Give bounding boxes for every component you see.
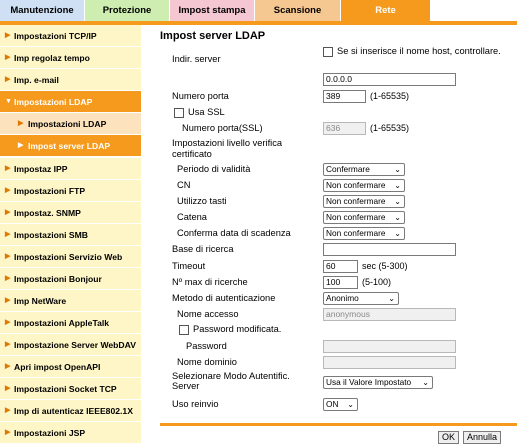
cert-validity-select[interactable]: Confermare ⌄ — [323, 163, 405, 176]
arrow-right-icon: ▶ — [5, 319, 11, 326]
sidebar-item-ftp[interactable]: ▶ Impostazioni FTP — [0, 180, 141, 202]
arrow-right-icon: ▶ — [5, 187, 11, 194]
use-ssl-checkbox[interactable] — [174, 108, 184, 118]
max-results-unit: (5-100) — [362, 277, 392, 287]
server-auth-mode-select[interactable]: Usa il Valore Impostato ⌄ — [323, 376, 433, 389]
referral-label: Uso reinvio — [172, 399, 219, 409]
cert-expiry-select[interactable]: Non confermare ⌄ — [323, 227, 405, 240]
search-base-label: Base di ricerca — [172, 244, 234, 254]
sidebar-item-openapi[interactable]: ▶ Apri impost OpenAPI — [0, 356, 141, 378]
server-address-label: Indir. server — [172, 54, 221, 64]
arrow-right-icon: ▶ — [5, 407, 11, 414]
login-name-input[interactable]: anonymous — [323, 308, 456, 321]
arrow-right-icon: ▶ — [5, 165, 11, 172]
sidebar-item-time[interactable]: ▶ Imp regolaz tempo — [0, 47, 141, 69]
cert-level-label: Impostazioni livello verifica certificato — [172, 138, 283, 159]
page-title: Impost server LDAP — [160, 30, 266, 42]
arrow-right-icon: ▶ — [18, 142, 24, 149]
sidebar-item-ldap[interactable]: ▼ Impostazioni LDAP — [0, 91, 141, 113]
search-base-input[interactable] — [323, 243, 456, 256]
chevron-down-icon: ⌄ — [388, 294, 395, 303]
arrow-down-icon: ▼ — [5, 98, 12, 105]
arrow-right-icon: ▶ — [5, 32, 11, 39]
ssl-port-input[interactable]: 636 — [323, 122, 366, 135]
sidebar-item-appletalk[interactable]: ▶ Impostazioni AppleTalk — [0, 312, 141, 334]
chevron-down-icon: ⌄ — [394, 165, 401, 174]
sidebar-item-ieee8021x[interactable]: ▶ Imp di autenticaz IEEE802.1X — [0, 400, 141, 422]
password-changed-label: Password modificata. — [193, 324, 282, 334]
sidebar-item-bonjour[interactable]: ▶ Impostazioni Bonjour — [0, 268, 141, 290]
max-results-label: Nº max di ricerche — [172, 277, 248, 287]
timeout-unit: sec (5-300) — [362, 261, 408, 271]
sidebar-item-netware[interactable]: ▶ Imp NetWare — [0, 290, 141, 312]
server-auth-mode-label: Selezionare Modo Autentific. Server — [172, 371, 290, 391]
arrow-right-icon: ▶ — [5, 341, 11, 348]
sidebar-item-smb[interactable]: ▶ Impostazioni SMB — [0, 224, 141, 246]
cert-cn-select[interactable]: Non confermare ⌄ — [323, 179, 405, 192]
arrow-right-icon: ▶ — [5, 429, 11, 436]
tab-network[interactable]: Rete — [341, 0, 431, 21]
chevron-down-icon: ⌄ — [347, 400, 354, 409]
chevron-down-icon: ⌄ — [394, 213, 401, 222]
sidebar-subitem-ldap-server[interactable]: ▶ Impost server LDAP — [0, 135, 141, 157]
arrow-right-icon: ▶ — [5, 253, 11, 260]
hostname-check-label: Se si inserisce il nome host, controllare. — [337, 46, 501, 56]
auth-method-select[interactable]: Anonimo ⌄ — [323, 292, 399, 305]
sidebar-subitem-ldap-settings[interactable]: ▶ Impostazioni LDAP — [0, 113, 141, 135]
cert-chain-label: Catena — [177, 212, 207, 222]
arrow-right-icon: ▶ — [5, 275, 11, 282]
use-ssl-label: Usa SSL — [188, 107, 225, 117]
arrow-right-icon: ▶ — [5, 54, 11, 61]
sidebar — [0, 25, 141, 444]
ok-button[interactable]: OK — [438, 431, 459, 444]
cert-cn-label: CN — [177, 180, 191, 190]
server-address-input[interactable]: 0.0.0.0 — [323, 73, 456, 86]
password-label: Password — [186, 341, 227, 351]
cert-key-usage-select[interactable]: Non confermare ⌄ — [323, 195, 405, 208]
password-input[interactable] — [323, 340, 456, 353]
timeout-label: Timeout — [172, 261, 206, 271]
sidebar-item-socket-tcp[interactable]: ▶ Impostazioni Socket TCP — [0, 378, 141, 400]
cert-key-usage-label: Utilizzo tasti — [177, 196, 227, 206]
referral-select[interactable]: ON ⌄ — [323, 398, 358, 411]
chevron-down-icon: ⌄ — [394, 229, 401, 238]
cert-validity-label: Periodo di validità — [177, 164, 251, 174]
max-results-input[interactable]: 100 — [323, 276, 358, 289]
cert-chain-select[interactable]: Non confermare ⌄ — [323, 211, 405, 224]
chevron-down-icon: ⌄ — [422, 378, 429, 387]
hostname-checkbox[interactable] — [323, 47, 333, 57]
chevron-down-icon: ⌄ — [394, 181, 401, 190]
sidebar-item-snmp[interactable]: ▶ Impostaz. SNMP — [0, 202, 141, 224]
sidebar-item-tcpip[interactable]: ▶ Impostazioni TCP/IP — [0, 25, 141, 47]
ssl-port-label: Numero porta(SSL) — [182, 123, 263, 133]
arrow-right-icon: ▶ — [5, 209, 11, 216]
arrow-right-icon: ▶ — [5, 363, 11, 370]
arrow-right-icon: ▶ — [5, 231, 11, 238]
sidebar-item-webdav[interactable]: ▶ Impostazione Server WebDAV — [0, 334, 141, 356]
port-label: Numero porta — [172, 91, 229, 101]
arrow-right-icon: ▶ — [5, 385, 11, 392]
login-name-label: Nome accesso — [177, 309, 239, 319]
timeout-input[interactable]: 60 — [323, 260, 358, 273]
domain-name-input[interactable] — [323, 356, 456, 369]
tab-scan[interactable]: Scansione — [255, 0, 341, 21]
cert-expiry-label: Conferma data di scadenza — [177, 228, 291, 238]
tab-maintenance[interactable]: Manutenzione — [0, 0, 85, 21]
domain-name-label: Nome dominio — [177, 357, 237, 367]
sidebar-item-email[interactable]: ▶ Imp. e-mail — [0, 69, 141, 91]
cancel-button[interactable]: Annulla — [463, 431, 501, 444]
bottom-divider — [160, 423, 517, 426]
auth-method-label: Metodo di autenticazione — [172, 293, 276, 303]
port-input[interactable]: 389 — [323, 90, 366, 103]
password-changed-checkbox[interactable] — [179, 325, 189, 335]
port-range: (1-65535) — [370, 91, 410, 101]
tab-print-settings[interactable]: Impost stampa — [170, 0, 255, 21]
arrow-right-icon: ▶ — [18, 120, 24, 127]
sidebar-item-ipp[interactable]: ▶ Impostaz IPP — [0, 158, 141, 180]
sidebar-item-jsp[interactable]: ▶ Impostazioni JSP — [0, 422, 141, 444]
tab-security[interactable]: Protezione — [85, 0, 170, 21]
arrow-right-icon: ▶ — [5, 297, 11, 304]
sidebar-item-webservice[interactable]: ▶ Impostazioni Servizio Web — [0, 246, 141, 268]
chevron-down-icon: ⌄ — [394, 197, 401, 206]
top-tabs — [0, 0, 517, 21]
ssl-port-range: (1-65535) — [370, 123, 410, 133]
arrow-right-icon: ▶ — [5, 76, 11, 83]
